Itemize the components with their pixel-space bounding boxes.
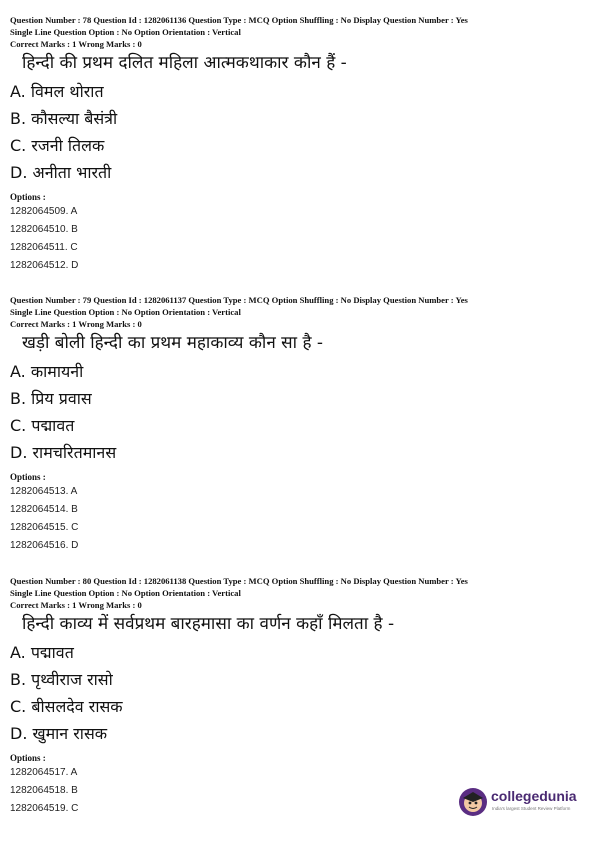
brand-name: collegedunia <box>491 788 577 804</box>
choice-text: पद्मावत <box>31 416 75 435</box>
question-meta-line: Question Number : 79 Question Id : 1282061137 Question Type : MCQ Option Shuffling : No Display Question Number : Yes <box>10 295 468 305</box>
choice-letter: C. <box>10 697 27 716</box>
question-marks-line: Correct Marks : 1 Wrong Marks : 0 <box>10 319 142 329</box>
question-meta-line: Single Line Question Option : No Option Orientation : Vertical <box>10 27 241 37</box>
choice-text: खुमान रासक <box>32 724 108 743</box>
choice-text: अनीता भारती <box>32 163 112 182</box>
choice-d <box>10 439 585 466</box>
options-title: Options : <box>10 192 46 202</box>
choice-letter: B. <box>10 389 27 408</box>
option-id-row: 1282064510. B <box>10 224 78 235</box>
question-marks-line: Correct Marks : 1 Wrong Marks : 0 <box>10 600 142 610</box>
option-id-row: 1282064514. B <box>10 504 78 515</box>
choice-a <box>10 639 585 666</box>
choice-letter: C. <box>10 136 27 155</box>
choice-c <box>10 693 585 720</box>
choice-a <box>10 358 585 385</box>
choice-b <box>10 385 585 412</box>
question-meta-line: Question Number : 78 Question Id : 1282061136 Question Type : MCQ Option Shuffling : No Display Question Number : Yes <box>10 15 468 25</box>
choice-letter: C. <box>10 416 27 435</box>
options-title: Options : <box>10 472 46 482</box>
choice-d <box>10 720 585 747</box>
choice-text: रजनी तिलक <box>31 136 105 155</box>
question-meta-line: Single Line Question Option : No Option Orientation : Vertical <box>10 307 241 317</box>
question-stem: हिन्दी की प्रथम दलित महिला आत्मकथाकार कौन हैं - <box>22 53 347 73</box>
choice-letter: D. <box>10 443 28 462</box>
option-id-row: 1282064519. C <box>10 803 79 814</box>
choice-text: पृथ्वीराज रासो <box>31 670 113 689</box>
choice-d <box>10 159 585 186</box>
choice-c <box>10 132 585 159</box>
question-block-78 <box>10 14 585 275</box>
question-stem: हिन्दी काव्य में सर्वप्रथम बारहमासा का वर्णन कहाँ मिलता है - <box>22 614 395 634</box>
option-id-row: 1282064516. D <box>10 540 79 551</box>
choice-c <box>10 412 585 439</box>
choice-text: प्रिय प्रवास <box>31 389 92 408</box>
choice-letter: D. <box>10 724 28 743</box>
question-meta-line: Single Line Question Option : No Option Orientation : Vertical <box>10 588 241 598</box>
choice-letter: B. <box>10 670 27 689</box>
question-meta-line: Question Number : 80 Question Id : 1282061138 Question Type : MCQ Option Shuffling : No Display Question Number : Yes <box>10 576 468 586</box>
choice-text: पद्मावत <box>30 643 74 662</box>
option-id-row: 1282064517. A <box>10 767 78 778</box>
option-id-row: 1282064511. C <box>10 242 78 253</box>
option-id-row: 1282064509. A <box>10 206 78 217</box>
choice-a <box>10 78 585 105</box>
choice-text: बीसलदेव रासक <box>31 697 123 716</box>
question-block-79 <box>10 294 585 555</box>
choice-text: विमल थोरात <box>30 82 104 101</box>
options-title: Options : <box>10 753 46 763</box>
collegedunia-logo <box>459 786 589 820</box>
option-id-row: 1282064513. A <box>10 486 78 497</box>
choice-text: कामायनी <box>30 362 84 381</box>
question-block-80 <box>10 575 585 818</box>
choice-text: कौसल्या बैसंत्री <box>31 109 118 128</box>
mascot-icon <box>459 788 487 816</box>
question-stem: खड़ी बोली हिन्दी का प्रथम महाकाव्य कौन सा है - <box>22 333 324 353</box>
choice-b <box>10 666 585 693</box>
choice-text: रामचरितमानस <box>32 443 117 462</box>
question-marks-line: Correct Marks : 1 Wrong Marks : 0 <box>10 39 142 49</box>
choice-b <box>10 105 585 132</box>
choice-letter: A. <box>10 82 26 101</box>
choice-letter: A. <box>10 362 26 381</box>
option-id-row: 1282064515. C <box>10 522 79 533</box>
option-id-row: 1282064518. B <box>10 785 78 796</box>
brand-tagline: India's largest Student Review Platform <box>492 806 571 811</box>
choice-letter: A. <box>10 643 26 662</box>
choice-letter: D. <box>10 163 28 182</box>
choice-letter: B. <box>10 109 27 128</box>
option-id-row: 1282064512. D <box>10 260 79 271</box>
